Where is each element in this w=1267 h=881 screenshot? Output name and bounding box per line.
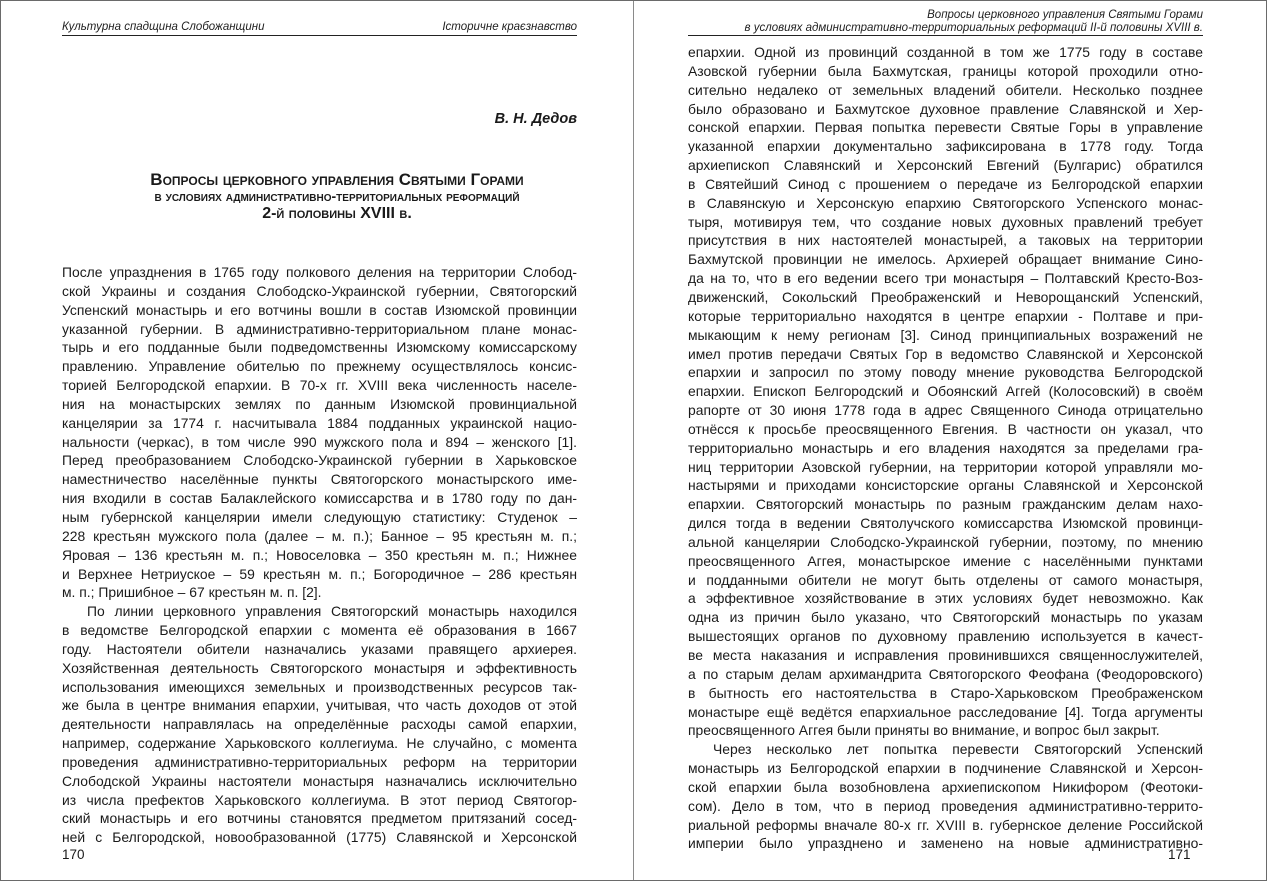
text-line: вышестоящих органов по духовному правлению используется в качест- [688, 628, 1203, 645]
text-line: же была в центре внимания епархии, учитывая, что часть доходов от этой [62, 697, 577, 714]
text-line: ным губернской канцелярии имели следующую статистику: Студенок – [62, 508, 577, 525]
text-line: одна из причин было указано, что Святогорский монастырь по указам [688, 609, 1203, 626]
text-line: ской Украины и создания Слободско-Украинской губернии, Святогорский [62, 282, 577, 299]
text-line: имел против передачи Святых Гор в ведомство Славянской и Херсонской [688, 345, 1203, 362]
text-line: которые территориально находятся в центре епархии - Полтаве и при- [688, 307, 1203, 324]
text-line: в бытность его настоятельства в Старо-Харьковском Преображенском [688, 684, 1203, 701]
text-line: По линии церковного управления Святогорский монастырь находился [87, 603, 577, 620]
text-line: указанной епархии документально зафиксирована в 1778 году. Тогда [688, 138, 1203, 155]
title-line-3: 2-й половины XVIII в. [262, 205, 412, 222]
text-line: сительно недалеко от земельных владений обители. Несколько позднее [688, 81, 1203, 98]
text-line: отнёсся к просьбе преосвященного Евгения. В частности он указал, что [688, 420, 1203, 437]
text-line: монастырь из Белгородской епархии в подчинение Славянской и Херсон- [688, 760, 1203, 777]
text-line: епархии. Святогорский монастырь по разным гражданским делам нахо- [688, 496, 1203, 513]
text-line: Яровая – 136 крестьян м. п.; Новоселовка – 350 крестьян м. п.; Нижнее [62, 546, 577, 563]
text-line: 228 крестьян мужского пола (далее – м. п.); Банное – 95 крестьян м. п.; [62, 527, 577, 544]
text-line: ниц территории Азовской губернии, на территории которой управляли мо- [688, 458, 1203, 475]
text-line: территориально монастырь и его владения находятся за пределами гра- [688, 439, 1203, 456]
text-line: архиепископ Славянский и Херсонский Евгений (Булгарис) обратился [688, 157, 1203, 174]
text-line: указанной губернии. В административно-территориальном плане монас- [62, 320, 577, 337]
text-line: ский монастырь и его вотчины становятся предметом притязаний сосед- [62, 810, 577, 827]
text-line: в Славянскую и Херсонскую епархию Святогорского Успенского монас- [688, 194, 1203, 211]
text-line: преосвященного Аггея, монастырское имение с населёнными пунктами [688, 552, 1203, 569]
text-line: канцелярии за 1774 г. насчитывала 1884 подданных украинской нацио- [62, 414, 577, 431]
text-line: ния на монастырских землях по данным Изюмской провинциальной [62, 395, 577, 412]
text-line: м. п.; Пришибное – 67 крестьян м. п. [2]. [62, 584, 322, 601]
text-line: движенский, Сокольский Преображенский и Неворощанский Успенский, [688, 288, 1203, 305]
text-line: После упразднения в 1765 году полкового деления на территории Слобод- [62, 264, 577, 280]
right-header-line-1: Вопросы церковного управления Святыми Горами [927, 9, 1203, 21]
left-page-number: 170 [62, 847, 85, 862]
left-page [1, 1, 633, 880]
text-line: Хозяйственная деятельность Святогорского монастыря и эффективность [62, 659, 577, 676]
text-line: епархии и запросил по этому поводу мнение руководства Белгородской [688, 364, 1203, 381]
text-line: настырями и приходами консисторские органы Славянской и Херсонской [688, 477, 1203, 494]
text-line: деятельности направлялась на определённые расходы самой епархии, [62, 716, 577, 733]
text-line: тырь и его подданные были подведомственны Изюмскому комиссарскому [62, 339, 577, 356]
text-line: мыкающим к нему регионам [3]. Синод принципиальных возражений не [688, 326, 1203, 343]
text-line: империи было упразднено и заменено на новые административно- [688, 835, 1203, 852]
text-line: рапорте от 30 июня 1778 года в адрес Священного Синода отрицательно [688, 402, 1203, 419]
text-line: наместничество населённые пункты Святогорского монастырского име- [62, 471, 577, 488]
text-line: да на то, что в его ведении всего три монастыря – Полтавский Кресто-Воз- [688, 270, 1203, 287]
text-line: в ведомстве Белгородской епархии с момента её образования в 1667 [62, 622, 577, 639]
text-line: в Святейший Синод с прошением о передаче из Белгородской епархии [688, 175, 1203, 192]
text-line: альной канцелярии Слободско-Украинской губернии, поэтому, по мнению [688, 533, 1203, 550]
left-running-head [62, 21, 577, 36]
text-line: ской епархии была возобновлена архиепископом Никифором (Феотоки- [688, 778, 1203, 795]
left-header-journal: Культурна спадщина Слобожанщини [62, 21, 265, 33]
text-line: правлению. Управление обителью по прежнему осуществлялось консис- [62, 358, 577, 375]
text-line: ней с Белгородской, новообразованной (1775) Славянской и Херсонской [62, 829, 577, 846]
text-line: монастыре ещё ведётся епархиальное расследование [4]. Тогда аргументы [688, 703, 1203, 720]
text-line: Перед преобразованием Слободско-Украинской губернии в Харьковское [62, 452, 577, 469]
right-header-line-2: в условиях административно-территориальных реформаций II-й половины XVIII в. [744, 22, 1203, 34]
text-line: из числа префектов Харьковского коллегиума. В этот период Святогор- [62, 791, 577, 808]
left-header-section: Історичне краєзнавство [442, 21, 577, 33]
text-line: епархии. Епископ Белгородский и Обоянский Аггей (Колосовский) в своём [688, 383, 1203, 400]
title-line-1: Вопросы церковного управления Святыми Горами [150, 170, 524, 189]
text-line: проведения административно-территориальных реформ на территории [62, 753, 577, 770]
article-author: В. Н. Дедов [494, 111, 577, 127]
text-line: Успенский монастырь и его вотчины вошли в состав Изюмской провинции [62, 301, 577, 318]
text-line: а по старым делам архимандрита Святогорского Феофана (Феодоровского) [688, 665, 1203, 682]
text-line: нальности (черкас), в том числе 990 мужского пола и 894 – женского [1]. [62, 433, 577, 450]
title-line-2: в условиях административно-территориальных реформаций [154, 188, 520, 204]
text-line: например, содержание Харьковского коллегиума. Не случайно, с момента [62, 735, 577, 752]
text-line: дился тогда в ведении Святолучского комиссарства Изюмской провинци- [688, 515, 1203, 532]
text-line: епархии. Одной из провинций созданной в том же 1775 году в составе [688, 44, 1203, 60]
article-title [62, 171, 612, 222]
text-line: году. Настоятели обители назначались указами правящего архиерея. [62, 640, 577, 657]
text-line: риальной реформы вначале 80-х гг. XVIII в. губернское деление Российской [688, 816, 1203, 833]
right-running-head [688, 9, 1203, 36]
text-line: и подданными обители не могут быть отделены от самого монастыря, [688, 571, 1203, 588]
text-line: преосвященного Аггея были приняты во внимание, и вопрос был закрыт. [688, 722, 1160, 739]
right-body-text [688, 43, 1203, 853]
text-line: присутствия в них настоятелей монастырей, а таковых на территории [688, 232, 1203, 249]
text-line: и Верхнее Нетриуское – 59 крестьян м. п.; Богородичное – 286 крестьян [62, 565, 577, 582]
text-line: торией Белгородской епархии. В 70-х гг. XVIII века численность населе- [62, 377, 577, 394]
text-line: использования имеющихся земельных и производственных ресурсов так- [62, 678, 577, 695]
right-page [634, 1, 1266, 880]
text-line: ве места наказания и исправления провинившихся священнослужителей, [688, 647, 1203, 663]
text-line: Бахмутской провинции не имелось. Архиерей обращает внимание Сино- [688, 251, 1203, 268]
left-body-text [62, 263, 577, 847]
text-line: было образовано и Бахмутское духовное правление Славянской и Хер- [688, 100, 1203, 117]
text-line: сонской епархии. Первая попытка перевести Святые Горы в управление [688, 119, 1203, 136]
text-line: а эффективное хозяйствование в этих условиях будет невозможно. Как [688, 590, 1203, 607]
text-line: ния входили в состав Балаклейского комиссарства и в 1780 году по дан- [62, 490, 577, 507]
text-line: сом). Дело в том, что в период проведения административно-террито- [688, 797, 1203, 814]
text-line: Слободской Украины настоятели монастыря назначались исключительно [62, 772, 577, 789]
text-line: Через несколько лет попытка перевести Святогорский Успенский [713, 741, 1203, 758]
text-line: тыря, мотивируя тем, что создание новых духовных правлений требует [688, 213, 1203, 230]
text-line: Азовской губернии была Бахмутская, границы которой проходили отно- [688, 62, 1203, 79]
right-page-number: 171 [1168, 847, 1191, 862]
